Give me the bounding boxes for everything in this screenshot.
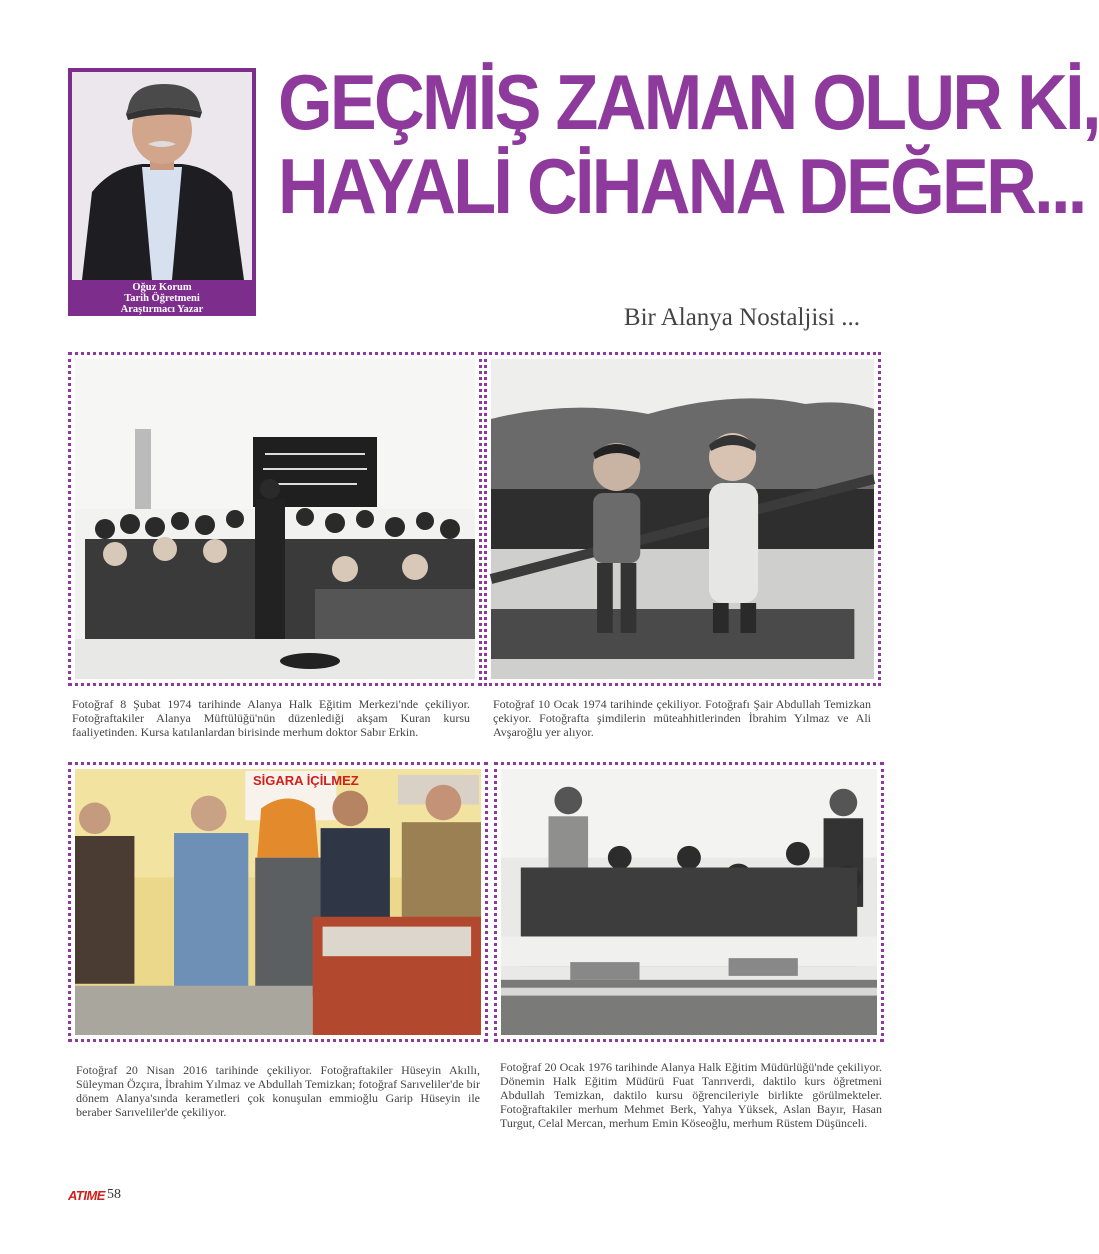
photo-1-caption: Fotoğraf 8 Şubat 1974 tarihinde Alanya Halk Eğitim Merkezi'nde çekiliyor. Fotoğraftakiler Alanya Müftülüğü'nün düzenlediği akşam Kuran kursu faaliyetinden. Kursa katılanlardan birisinde merhum doktor Sabır Erkin.: [72, 697, 470, 739]
typing-course-photo-image: [501, 769, 877, 1035]
subtitle: Bir Alanya Nostaljisi ...: [623, 304, 860, 331]
photo-frame-1: [68, 352, 482, 686]
author-box: [68, 68, 256, 316]
photo-frame-2: [484, 352, 881, 686]
photo-frame-4: [494, 762, 884, 1042]
headline: [278, 58, 1099, 230]
children-photo-image: [491, 359, 874, 679]
headline-line-2: HAYALİ CİHANA DEĞER...: [278, 142, 1085, 230]
classroom-photo-image: [75, 359, 475, 679]
photo-frame-3: [68, 762, 488, 1042]
author-photo: [72, 72, 252, 280]
photo-1: [75, 359, 475, 679]
page-number: 58: [106, 1187, 121, 1202]
author-role: Araştırmacı Yazar: [120, 304, 204, 315]
group-photo-image: [75, 769, 481, 1035]
author-portrait-image: [72, 72, 252, 280]
magazine-logo: ATIME: [68, 1187, 105, 1203]
photo-4: [501, 769, 877, 1035]
headline-line-1: GEÇMİŞ ZAMAN OLUR Kİ,: [278, 58, 1099, 146]
author-caption: [72, 280, 252, 315]
no-smoking-sign: SİGARA İÇİLMEZ: [253, 773, 359, 788]
photo-3-caption: Fotoğraf 20 Nisan 2016 tarihinde çekiliyor. Fotoğraftakiler Hüseyin Akıllı, Süleyman Özçıra, İbrahim Yılmaz ve Abdullah Temizkan; fotoğraf Sarıveliler'de bir dönem Alanya'sında kerametleri çok konuşulan emmioğlu Garip Hüseyin ile beraber Sarıveliler'de çekiliyor.: [76, 1063, 480, 1119]
photo-2-caption: Fotoğraf 10 Ocak 1974 tarihinde çekiliyor. Fotoğrafı Şair Abdullah Temizkan çekiyor. Fotoğrafta şimdilerin müteahhitlerinden İbrahim Yılmaz ve Ali Avşaroğlu yer alıyor.: [493, 697, 871, 739]
page-footer: [68, 1187, 121, 1203]
photo-2: [491, 359, 874, 679]
author-name: Oğuz Korum: [132, 282, 192, 293]
photo-3: [75, 769, 481, 1035]
photo-4-caption: Fotoğraf 20 Ocak 1976 tarihinde Alanya Halk Eğitim Müdürlüğü'nde çekiliyor. Dönemin Halk Eğitim Müdürü Fuat Tanrıverdi, daktilo kurs öğretmeni Abdullah Temizkan, daktilo kursu öğrencileriyle birlikte görülmekteler. Fotoğraftakiler merhum Mehmet Berk, Yahya Yüksek, Aslan Bayır, Hasan Turgut, Celal Mercan, merhum Emin Köseoğlu, merhum Rüstem Düşünceli.: [500, 1060, 882, 1130]
author-title: Tarih Öğretmeni: [124, 293, 200, 304]
